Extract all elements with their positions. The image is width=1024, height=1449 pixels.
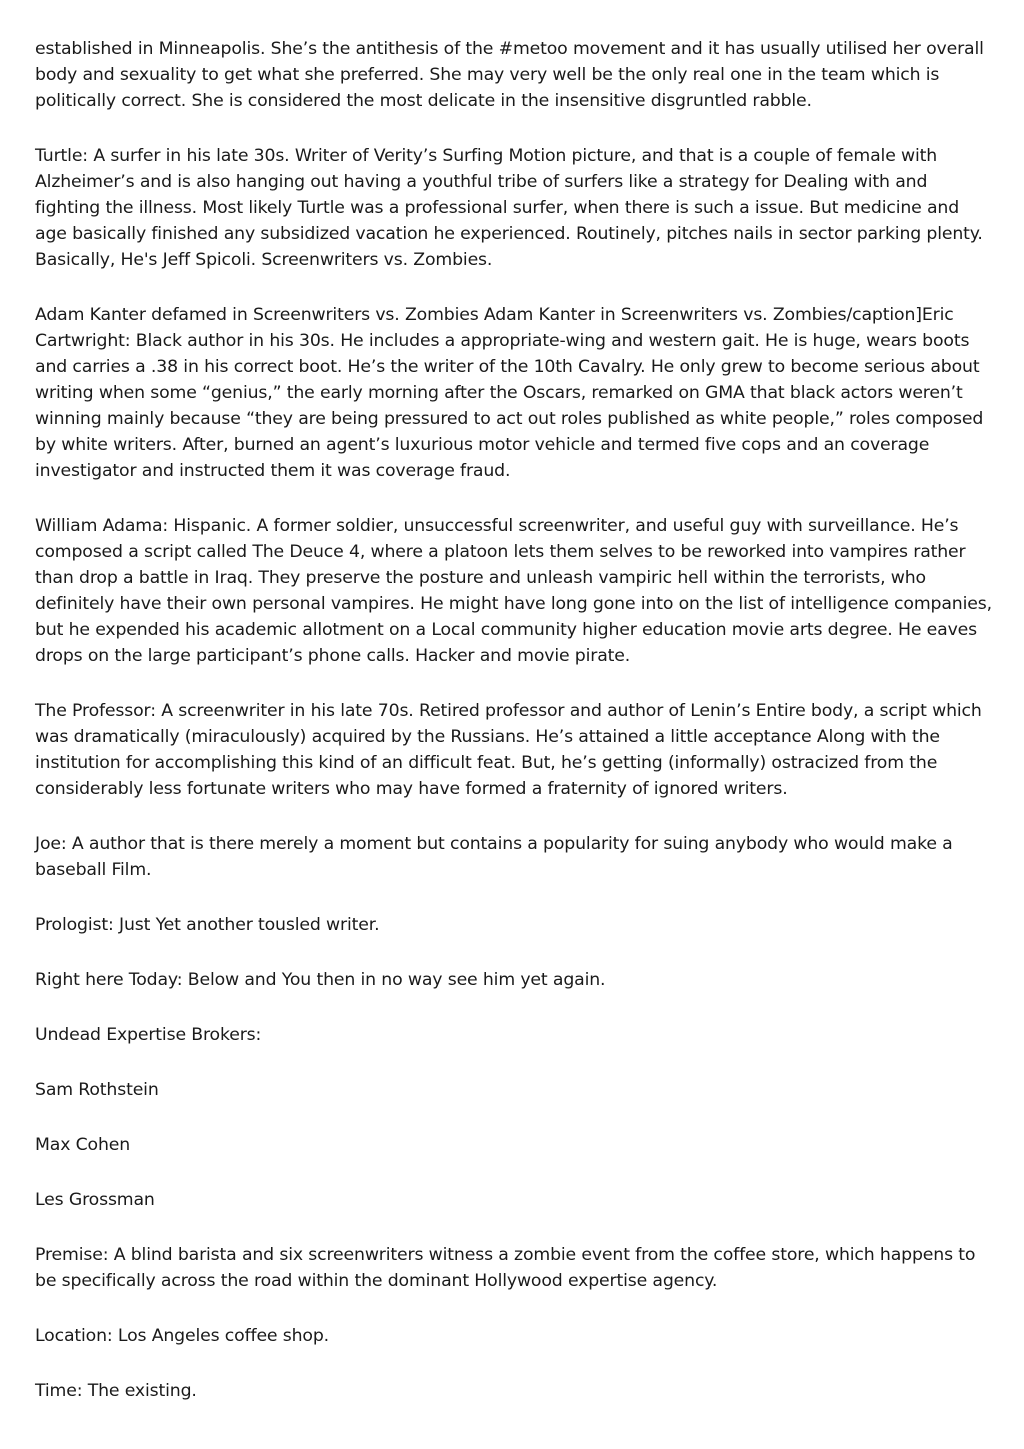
paragraph-continuation: established in Minneapolis. She’s the antithesis of the #metoo movement and it has usually utilised her overall body and sexuality to get what she preferred. She may very well be the only real one in the team which is politically correct. She is considered the most delicate in the insensitive disgruntled rabble. — [35, 39, 984, 111]
paragraph-right-here-today: Right here Today: Below and You then in no way see him yet again. — [35, 970, 606, 990]
paragraph-premise: Premise: A blind barista and six screenwriters witness a zombie event from the coffee store, which happens to be specifically across the road within the dominant Hollywood expertise agency. — [35, 1245, 976, 1291]
paragraph-eric-cartwright: Adam Kanter defamed in Screenwriters vs. Zombies Adam Kanter in Screenwriters vs. Zombies/caption]Eric Cartwright: Black author in his 30s. He includes a appropriate-wing and western gait. He is huge, wears boots and carries a .38 in his correct boot. He’s the writer of the 10th Cavalry. He only grew to become serious about writing when some “genius,” the early morning after the Oscars, remarked on GMA that black actors weren’t winning mainly because “they are being pressured to act out roles published as white people,” roles composed by white writers. After, burned an agent’s luxurious motor vehicle and termed five cops and an coverage investigator and instructed them it was coverage fraud. — [35, 305, 984, 481]
document-body — [35, 36, 993, 1433]
paragraph-broker-max: Max Cohen — [35, 1135, 131, 1155]
paragraph-william-adama: William Adama: Hispanic. A former soldier, unsuccessful screenwriter, and useful guy with surveillance. He’s composed a script called The Deuce 4, where a platoon lets them selves to be reworked into vampires rather than drop a battle in Iraq. They preserve the posture and unleash vampiric hell within the terrorists, who definitely have their own personal vampires. He might have long gone into on the list of intelligence companies, but he expended his academic allotment on a Local community higher education movie arts degree. He eaves drops on the large participant’s phone calls. Hacker and movie pirate. — [35, 516, 992, 666]
paragraph-professor: The Professor: A screenwriter in his late 70s. Retired professor and author of Lenin’s Entire body, a script which was dramatically (miraculously) acquired by the Russians. He’s attained a little acceptance Along with the institution for accomplishing this kind of an difficult feat. But, he’s getting (informally) ostracized from the considerably less fortunate writers who may have formed a fraternity of ignored writers. — [35, 701, 982, 799]
paragraph-prologist: Prologist: Just Yet another tousled writer. — [35, 915, 380, 935]
paragraph-time: Time: The existing. — [35, 1381, 197, 1401]
paragraph-broker-sam: Sam Rothstein — [35, 1080, 159, 1100]
paragraph-joe: Joe: A author that is there merely a moment but contains a popularity for suing anybody who would make a baseball Film. — [35, 834, 953, 880]
paragraph-brokers-heading: Undead Expertise Brokers: — [35, 1025, 262, 1045]
paragraph-broker-les: Les Grossman — [35, 1190, 155, 1210]
paragraph-location: Location: Los Angeles coffee shop. — [35, 1326, 329, 1346]
paragraph-turtle: Turtle: A surfer in his late 30s. Writer of Verity’s Surfing Motion picture, and that is a couple of female with Alzheimer’s and is also hanging out having a youthful tribe of surfers like a strategy for Dealing with and fighting the illness. Most likely Turtle was a professional surfer, when there is such a issue. But medicine and age basically finished any subsidized vacation he experienced. Routinely, pitches nails in sector parking plenty. Basically, He's Jeff Spicoli. Screenwriters vs. Zombies. — [35, 146, 983, 270]
